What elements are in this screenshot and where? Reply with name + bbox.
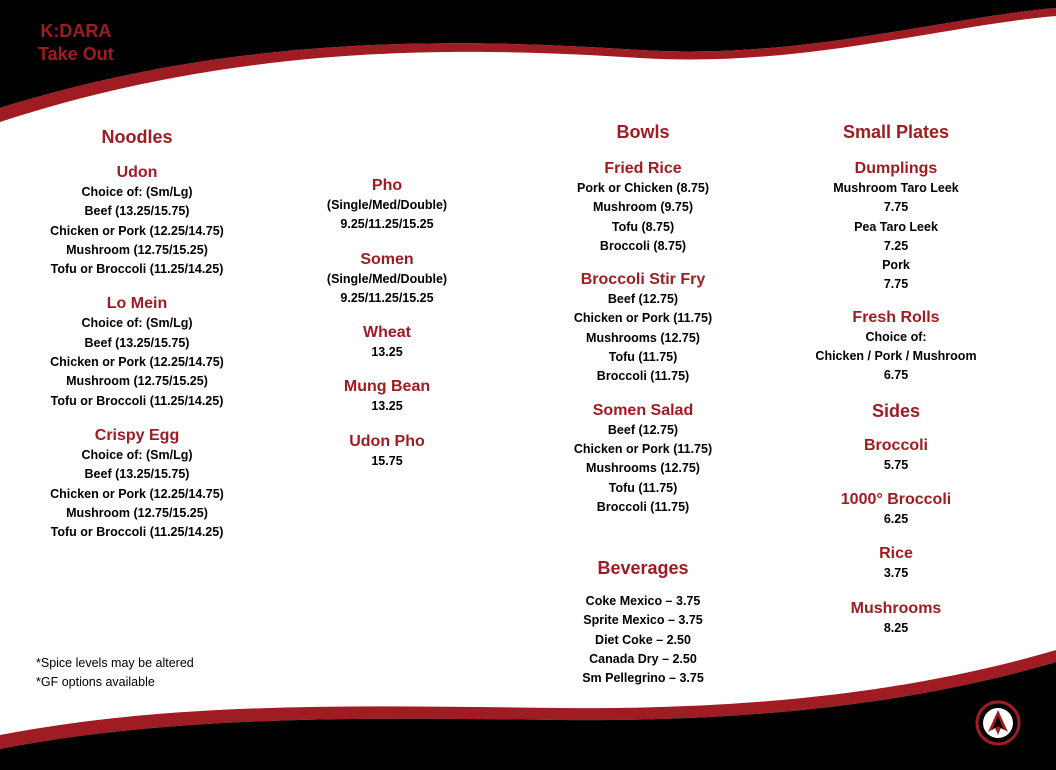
menu-item: Beef (12.75) xyxy=(607,422,679,437)
menu-item: Pork xyxy=(882,258,910,273)
gf-note: *GF options available xyxy=(36,675,155,689)
menu-item-price: 8.25 xyxy=(883,620,909,635)
menu-item: Tofu (11.75) xyxy=(608,480,678,495)
menu-item-price: 7.75 xyxy=(883,277,909,292)
menu-item: Tofu or Broccoli (11.25/14.25) xyxy=(50,393,224,408)
brand-title xyxy=(38,20,114,66)
noodles-column xyxy=(26,126,248,542)
menu-item: Pork or Chicken (8.75) xyxy=(577,181,709,195)
menu-item: Chicken / Pork / Mushroom xyxy=(815,349,977,364)
menu-item: Tofu (8.75) xyxy=(611,219,675,234)
menu-item-price: 13.25 xyxy=(371,345,403,360)
beverages-section xyxy=(533,557,753,688)
menu-item: Chicken or Pork (11.75) xyxy=(573,441,713,456)
menu-item: Mushroom (12.75/15.25) xyxy=(66,505,208,520)
menu-item: Choice of: xyxy=(865,329,927,344)
udon-heading: Udon xyxy=(116,164,158,181)
udon-pho-heading: Udon Pho xyxy=(349,432,425,450)
pho-heading: Pho xyxy=(371,177,403,194)
menu-item: Mushrooms (12.75) xyxy=(586,461,700,476)
menu-item: Mushroom (9.75) xyxy=(592,200,693,215)
menu-item: Tofu or Broccoli (11.25/14.25) xyxy=(50,262,224,277)
brand-name: K:DARA xyxy=(40,21,112,41)
menu-item-price: 7.75 xyxy=(883,200,909,215)
menu-item-price: 6.25 xyxy=(883,511,909,526)
rice-heading: Rice xyxy=(879,545,913,563)
menu-item: Chicken or Pork (12.25/14.75) xyxy=(50,223,224,238)
beverage-item: Sprite Mexico – 3.75 xyxy=(583,613,703,628)
menu-item: Broccoli (11.75) xyxy=(596,499,690,514)
menu-item: Choice of: (Sm/Lg) xyxy=(81,316,193,331)
menu-item: Tofu (11.75) xyxy=(608,350,678,365)
somen-heading: Somen xyxy=(360,250,414,268)
beverage-item: Diet Coke – 2.50 xyxy=(595,632,691,647)
menu-item-price: 13.25 xyxy=(371,399,403,414)
fresh-rolls-heading: Fresh Rolls xyxy=(852,308,940,326)
mushrooms-heading: Mushrooms xyxy=(850,599,942,617)
menu-item: Mushroom (12.75/15.25) xyxy=(66,242,208,257)
noodles-heading: Noodles xyxy=(101,127,173,147)
menu-item: Beef (12.75) xyxy=(607,292,679,307)
menu-item: Beef (13.25/15.75) xyxy=(84,204,190,219)
soups-column xyxy=(297,176,477,471)
menu-item-price: 15.75 xyxy=(371,453,403,468)
small-plates-heading: Small Plates xyxy=(842,122,950,142)
menu-item-price: 7.25 xyxy=(883,238,909,253)
menu-item: Chicken or Pork (12.25/14.75) xyxy=(50,486,224,501)
somen-salad-heading: Somen Salad xyxy=(592,401,694,419)
top-band xyxy=(0,0,1056,108)
menu-item: (Single/Med/Double) xyxy=(326,198,448,212)
beverage-item: Canada Dry – 2.50 xyxy=(589,651,697,666)
menu-item-price: 5.75 xyxy=(883,457,909,472)
menu-item-price: 3.75 xyxy=(883,566,909,581)
beverages-heading: Beverages xyxy=(597,558,689,578)
brand-subtitle: Take Out xyxy=(38,44,114,64)
menu-item: Broccoli (8.75) xyxy=(599,238,687,253)
menu-item: (Single/Med/Double) xyxy=(326,271,448,286)
beverage-item: Sm Pellegrino – 3.75 xyxy=(582,671,704,686)
dumplings-heading: Dumplings xyxy=(854,160,938,177)
crispy-egg-heading: Crispy Egg xyxy=(94,426,180,444)
bowls-column xyxy=(533,121,753,517)
menu-item: 9.25/11.25/15.25 xyxy=(340,290,434,305)
spice-note: *Spice levels may be altered xyxy=(36,656,194,670)
menu-item: Chicken or Pork (12.25/14.75) xyxy=(50,355,224,370)
small-plates-column xyxy=(786,121,1006,638)
menu-item: Broccoli (11.75) xyxy=(596,369,690,384)
stir-fry-heading: Broccoli Stir Fry xyxy=(580,271,706,289)
menu-item: Mushroom (12.75/15.25) xyxy=(66,374,208,389)
fried-rice-heading: Fried Rice xyxy=(604,160,682,177)
bowls-heading: Bowls xyxy=(616,122,670,142)
menu-item: Mushroom Taro Leek xyxy=(833,181,959,195)
menu-item: 9.25/11.25/15.25 xyxy=(340,217,434,232)
menu-item: Choice of: (Sm/Lg) xyxy=(81,447,193,462)
mung-bean-heading: Mung Bean xyxy=(343,378,431,396)
menu-item: Beef (13.25/15.75) xyxy=(84,467,190,482)
menu-item: Mushrooms (12.75) xyxy=(586,330,700,345)
menu-item: Beef (13.25/15.75) xyxy=(84,335,190,350)
broccoli-1000-heading: 1000° Broccoli xyxy=(840,490,952,508)
menu-item: Choice of: (Sm/Lg) xyxy=(81,185,193,199)
broccoli-heading: Broccoli xyxy=(863,436,928,454)
menu-item-price: 6.75 xyxy=(883,368,909,383)
sides-heading: Sides xyxy=(871,400,921,421)
beverage-item: Coke Mexico – 3.75 xyxy=(585,594,701,608)
menu-item: Chicken or Pork (11.75) xyxy=(573,311,713,326)
lo-mein-heading: Lo Mein xyxy=(106,295,168,313)
kdara-logo-icon xyxy=(974,699,1022,747)
menu-item: Tofu or Broccoli (11.25/14.25) xyxy=(50,525,224,540)
wheat-heading: Wheat xyxy=(363,324,411,342)
menu-item: Pea Taro Leek xyxy=(854,219,938,234)
